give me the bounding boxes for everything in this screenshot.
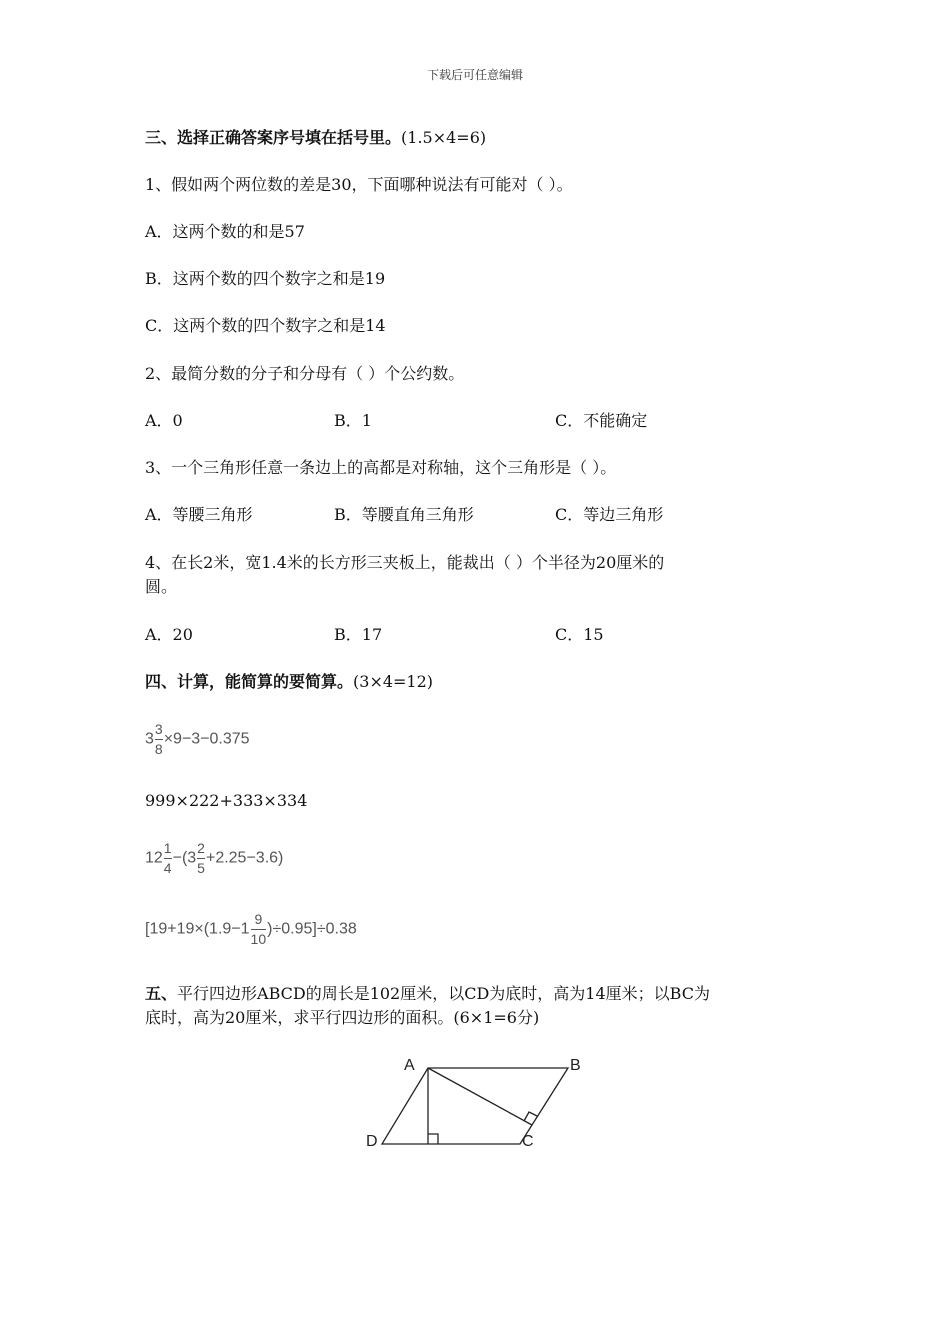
fraction-numerator: 1 [163, 840, 172, 856]
question-1-option-b: B．这两个数的四个数字之和是19 [145, 269, 386, 288]
expression-1-fraction [155, 720, 163, 759]
parallelogram-diagram [360, 1048, 600, 1152]
question-3-option-a: A．等腰三角形 [145, 505, 253, 524]
question-3-option-c: C．等边三角形 [555, 505, 664, 524]
expression-4-fraction [251, 910, 267, 949]
fraction-denominator: 10 [250, 931, 267, 947]
question-4-line-1: 4、在长2米，宽1.4米的长方形三夹板上，能裁出（ ）个半径为20厘米的 [145, 553, 665, 572]
vertex-label-d: D [366, 1133, 378, 1150]
expression-3-fraction-1 [164, 839, 172, 878]
question-4-line-2: 圆。 [145, 577, 178, 596]
section-4-title: 四、计算，能简算的要简算。 [145, 672, 354, 691]
question-4-option-a: A．20 [145, 625, 193, 644]
expression-3-pre: 12 [145, 849, 163, 867]
question-2-option-c: C．不能确定 [555, 411, 648, 430]
question-2-option-a: A．0 [145, 411, 183, 430]
question-1-option-c: C．这两个数的四个数字之和是14 [145, 316, 386, 335]
expression-4-pre: [19+19×(1.9−1 [145, 920, 250, 938]
expression-1-rest: ×9−3−0.375 [163, 730, 250, 748]
section-3-heading [145, 126, 486, 150]
section-5-line-1 [145, 982, 710, 1006]
section-3-title: 三、选择正确答案序号填在括号里。 [145, 128, 402, 147]
vertex-label-b: B [570, 1057, 581, 1074]
page-header: 下载后可任意编辑 [426, 68, 523, 82]
question-2: 2、最简分数的分子和分母有（ ）个公约数。 [145, 364, 465, 383]
expression-1-whole: 3 [145, 730, 154, 748]
question-4-option-b: B．17 [334, 625, 383, 644]
right-angle-mark-cd [428, 1134, 438, 1144]
parallelogram-abcd [382, 1068, 568, 1144]
section-4-heading [145, 670, 433, 694]
fraction-denominator: 4 [163, 860, 172, 876]
expression-3-mid: −(3 [172, 849, 197, 867]
question-1-option-a: A．这两个数的和是57 [145, 222, 305, 241]
section-5-text-1: 平行四边形ABCD的周长是102厘米，以CD为底时，高为14厘米；以BC为 [177, 984, 710, 1003]
vertex-label-a: A [404, 1057, 415, 1074]
expression-4-rest: )÷0.95]÷0.38 [267, 920, 357, 938]
question-3: 3、一个三角形任意一条边上的高都是对称轴，这个三角形是（ ）。 [145, 458, 617, 477]
expression-1 [145, 720, 250, 759]
section-5-number: 五、 [145, 984, 178, 1003]
expression-3-rest: +2.25−3.6) [205, 849, 284, 867]
expression-3-fraction-2 [197, 839, 205, 878]
fraction-denominator: 8 [154, 741, 163, 757]
question-1: 1、假如两个两位数的差是30，下面哪种说法有可能对（ ）。 [145, 175, 573, 194]
question-2-option-b: B．1 [334, 411, 372, 430]
section-5-line-2: 底时，高为20厘米，求平行四边形的面积。(6×1=6分) [145, 1008, 540, 1027]
expression-2: 999×222+333×334 [145, 791, 308, 810]
section-3-points: (1.5×4=6) [401, 128, 487, 147]
expression-4 [145, 910, 357, 949]
question-4-option-c: C．15 [555, 625, 604, 644]
fraction-numerator: 3 [154, 721, 163, 737]
fraction-denominator: 5 [197, 860, 205, 876]
fraction-numerator: 2 [197, 840, 205, 856]
height-to-bc [428, 1068, 532, 1125]
vertex-label-c: C [522, 1133, 534, 1150]
expression-3 [145, 839, 283, 878]
section-4-points: (3×4=12) [353, 672, 434, 691]
question-3-option-b: B．等腰直角三角形 [334, 505, 474, 524]
fraction-numerator: 9 [254, 911, 263, 927]
